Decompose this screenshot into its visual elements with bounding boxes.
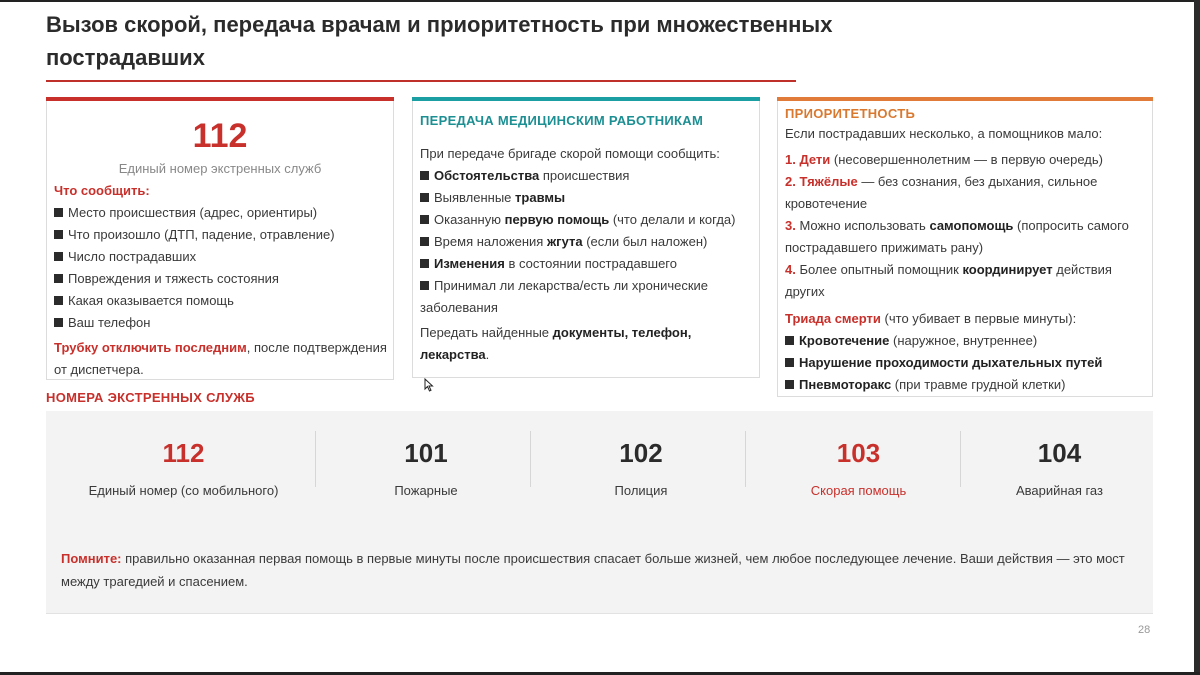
handover-heading: ПЕРЕДАЧА МЕДИЦИНСКИМ РАБОТНИКАМ [420,113,704,128]
what-to-report-list [54,180,387,381]
list-item: Какая оказывается помощь [54,290,387,312]
list-item: Место происшествия (адрес, ориентиры) [54,202,387,224]
column-divider [315,431,316,487]
list-item: 4. Более опытный помощник координирует действия других [785,262,1112,299]
emergency-numbers-heading: НОМЕРА ЭКСТРЕННЫХ СЛУЖБ [46,390,255,405]
list-item: Ваш телефон [54,312,387,334]
emergency-number-caption: Единый номер экстренных служб [118,161,322,176]
list-item: Принимал ли лекарства/есть ли хронические заболевания [420,278,709,315]
column-divider [960,431,961,487]
what-to-report-heading: Что сообщить: [54,183,150,198]
card-accent-bar [777,97,1153,101]
handover-footer: Передать найденные документы, телефон, лекарства. [420,325,692,362]
bullet-square-icon [420,237,429,246]
window-top-edge [0,0,1200,2]
bullet-square-icon [54,274,63,283]
emergency-numbers-panel [46,411,1153,614]
hangup-note: Трубку отключить последним, после подтверждения от диспетчера. [54,340,387,377]
card-priority [777,97,1153,397]
list-item: Число пострадавших [54,246,387,268]
priority-list [785,123,1142,396]
emergency-number-item: 102 Полиция [614,438,668,498]
list-item: 3. Можно использовать самопомощь (попросить самого пострадавшего прижимать рану) [785,218,1129,255]
emergency-number-item: 104 Аварийная газ [1016,438,1103,498]
triad-heading: Триада смерти (что убивает в первые минуты): [785,311,1077,326]
list-item: Время наложения жгута (если был наложен) [420,231,753,253]
bullet-square-icon [54,208,63,217]
list-item: Оказанную первую помощь (что делали и когда) [420,209,753,231]
slide-title: Вызов скорой, передача врачам и приоритетность при множественных пострадавших [46,12,833,70]
emergency-number-112: 112 [192,117,248,155]
list-item: Кровотечение (наружное, внутреннее) [785,330,1142,352]
list-item: 1. Дети (несовершеннолетним — в первую очередь) [785,152,1103,167]
bullet-square-icon [420,171,429,180]
bullet-square-icon [420,259,429,268]
list-item: Изменения в состоянии пострадавшего [420,253,753,275]
page-number: 28 [1138,624,1151,636]
column-divider [745,431,746,487]
list-item: Обстоятельства происшествия [420,165,753,187]
bullet-square-icon [785,336,794,345]
list-item: Выявленные травмы [420,187,753,209]
list-item: Повреждения и тяжесть состояния [54,268,387,290]
list-item: Нарушение проходимости дыхательных путей [785,352,1142,374]
bullet-square-icon [785,358,794,367]
card-call-112 [46,97,394,380]
emergency-number-item: 112 Единый номер (со мобильного) [88,438,279,498]
bullet-square-icon [54,296,63,305]
mouse-pointer-icon [424,378,434,392]
bullet-square-icon [54,230,63,239]
priority-heading: ПРИОРИТЕТНОСТЬ [785,106,916,121]
bullet-square-icon [54,252,63,261]
bullet-square-icon [54,318,63,327]
bullet-square-icon [420,193,429,202]
list-item: Что произошло (ДТП, падение, отравление) [54,224,387,246]
emergency-number-item: 103 Скорая помощь [810,438,907,498]
card-accent-bar [46,97,394,101]
title-underline [46,80,796,82]
bullet-square-icon [420,215,429,224]
window-right-edge [1194,0,1200,675]
list-item: Пневмоторакс (при травме грудной клетки) [785,374,1142,396]
bullet-square-icon [785,380,794,389]
list-item: 2. Тяжёлые — без сознания, без дыхания, сильное кровотечение [785,174,1098,211]
bullet-square-icon [420,281,429,290]
emergency-number-item: 101 Пожарные [394,438,458,498]
card-accent-bar [412,97,760,101]
handover-intro: При передаче бригаде скорой помощи сообщить: [420,146,720,161]
remember-note: Помните: правильно оказанная первая помощь в первые минуты после происшествия спасает больше жизней, чем любое последующее лечение. Ваши действия — это мост между трагедией и спасением. [61,551,1125,589]
priority-intro: Если пострадавших несколько, а помощников мало: [785,126,1103,141]
handover-list [420,143,753,366]
card-handover [412,97,760,378]
column-divider [530,431,531,487]
